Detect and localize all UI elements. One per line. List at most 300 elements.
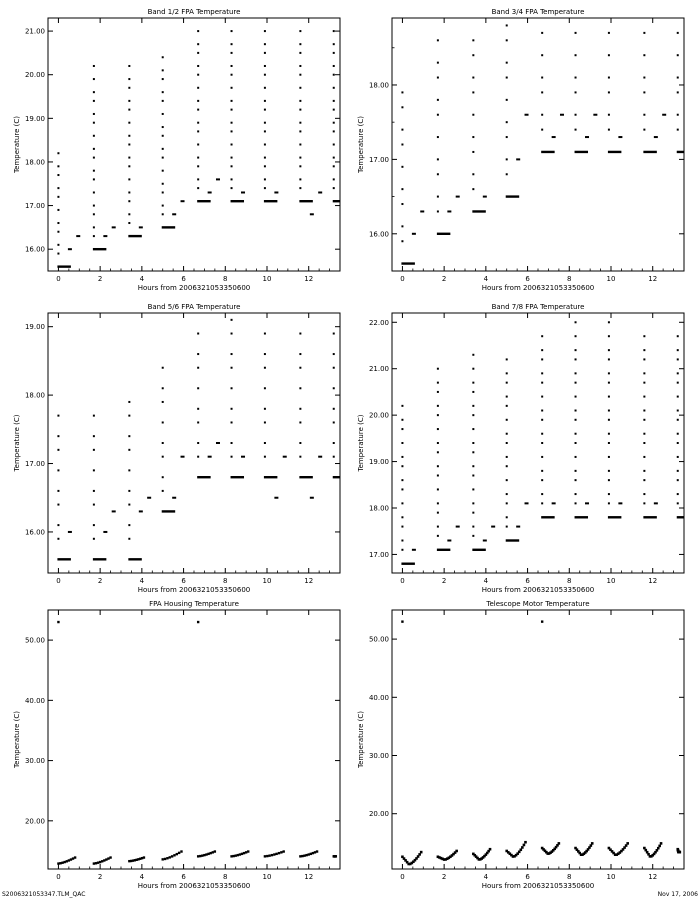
data-point [524,841,527,844]
data-point [231,122,233,124]
x-axis-label: Hours from 2006321053350600 [481,586,595,594]
level-segment [181,456,185,458]
dwell-segment [162,510,175,512]
data-point [162,135,164,137]
dwell-segment [162,226,175,228]
data-point [333,367,335,369]
data-point [401,442,403,444]
x-tick-label: 4 [483,577,489,585]
dwell-segment [264,476,277,478]
data-point [212,851,214,853]
dwell-segment [643,151,656,153]
y-tick-label: 18.00 [24,158,45,167]
dwell-segment [128,558,141,560]
data-point [541,114,543,116]
data-point [166,857,168,859]
data-point [264,100,266,102]
data-point [264,353,266,355]
data-point [335,855,337,857]
y-tick-label: 19.00 [368,458,389,467]
data-point [162,126,164,128]
dwell-segment [541,516,554,518]
x-tick-label: 10 [606,873,616,881]
data-point [401,465,403,467]
data-point [333,178,335,180]
dwell-segment [677,151,684,153]
data-point [472,39,474,41]
data-point [401,225,403,227]
data-point [57,152,59,154]
data-point [437,368,439,370]
data-point [264,178,266,180]
data-point [541,470,543,472]
x-tick-label: 0 [56,873,61,881]
data-point [57,504,59,506]
data-point [197,353,199,355]
data-point [608,321,610,323]
x-tick-label: 2 [97,275,103,283]
level-segment [208,456,212,458]
dwell-segment [506,539,519,541]
data-point [472,136,474,138]
level-segment [447,210,451,212]
data-point [437,173,439,175]
y-tick-label: 21.00 [368,365,389,374]
level-segment [274,497,278,499]
data-point [677,349,679,351]
data-point [101,860,103,862]
data-point [523,844,526,847]
data-point [608,502,610,504]
data-point [105,858,107,860]
level-segment [618,502,622,504]
data-point [128,200,130,202]
data-point [232,855,234,857]
data-point [437,136,439,138]
data-point [93,178,95,180]
x-tick-label: 10 [262,275,272,283]
data-point [103,859,105,861]
dwell-segment [643,516,656,518]
data-point [162,401,164,403]
data-point [63,861,65,863]
data-point [197,144,199,146]
data-point [264,187,266,189]
outlier-point [401,620,403,622]
data-points [57,319,340,561]
y-tick-label: 16.00 [368,230,389,239]
data-point [235,854,237,856]
data-point [169,856,171,858]
data-point [299,408,301,410]
y-tick-label: 17.00 [368,155,389,164]
level-segment [420,210,424,212]
chart-panel-5 [13,600,340,890]
data-point [541,456,543,458]
data-point [128,144,130,146]
data-point [677,442,679,444]
data-point [437,428,439,430]
y-axis-label: Temperature (C) [13,711,21,768]
data-point [301,855,303,857]
data-point [266,855,268,857]
data-point [401,144,403,146]
data-point [164,858,166,860]
level-segment [172,213,176,215]
data-point [506,442,508,444]
data-point [299,130,301,132]
data-point [199,855,201,857]
data-point [591,842,594,845]
data-point [128,87,130,89]
data-point [128,122,130,124]
data-point [197,333,199,335]
data-point [264,74,266,76]
data-point [643,470,645,472]
data-point [128,415,130,417]
footer-date: Nov 17, 2006 [657,891,698,898]
data-point [74,856,76,858]
data-point [472,54,474,56]
data-point [677,456,679,458]
data-point [608,77,610,79]
x-tick-label: 6 [525,577,530,585]
level-segment [552,136,556,138]
dwell-segment [93,248,106,250]
x-tick-label: 8 [567,275,572,283]
dwell-segment [197,476,210,478]
y-axis-label: Temperature (C) [13,414,21,472]
data-point [231,387,233,389]
data-point [128,538,130,540]
data-point [333,65,335,67]
data-point [677,396,679,398]
data-point [519,848,522,851]
data-point [109,856,111,858]
data-point [401,488,403,490]
data-point [506,372,508,374]
data-point [401,456,403,458]
data-point [231,157,233,159]
data-point [264,87,266,89]
level-segment [68,248,72,250]
footer-filename: S2006321053347.TLM_QAC [2,891,86,898]
data-point [93,65,95,67]
data-point [472,391,474,393]
y-tick-label: 16.00 [24,528,45,537]
data-point [201,854,203,856]
data-point [608,335,610,337]
data-point [506,456,508,458]
data-point [314,851,316,853]
data-point [575,456,577,458]
data-point [128,157,130,159]
data-point [57,187,59,189]
data-point [643,433,645,435]
data-point [643,77,645,79]
data-point [472,512,474,514]
data-point [575,32,577,34]
data-point [472,354,474,356]
level-segment [310,213,314,215]
outlier-point [57,621,59,623]
data-point [237,854,239,856]
data-point [333,52,335,54]
data-point [93,135,95,137]
x-tick-label: 4 [139,275,145,283]
dwell-segment [264,200,277,202]
data-point [472,382,474,384]
data-point [93,170,95,172]
data-point [437,210,439,212]
data-point [264,367,266,369]
data-point [333,157,335,159]
y-tick-label: 19.00 [24,114,45,123]
data-point [506,516,508,518]
data-point [608,372,610,374]
data-point [128,222,130,224]
data-point [677,433,679,435]
x-tick-label: 8 [223,577,228,585]
level-segment [412,233,416,235]
data-point [197,157,199,159]
data-point [299,187,301,189]
data-point [93,490,95,492]
data-point [162,113,164,115]
data-point [316,850,318,852]
data-point [239,853,241,855]
data-point [541,396,543,398]
dwell-segment [231,200,244,202]
data-point [333,122,335,124]
data-point [472,465,474,467]
data-point [677,419,679,421]
x-tick-label: 0 [400,577,405,585]
data-point [214,850,216,852]
data-point [472,173,474,175]
data-point [231,353,233,355]
level-segment [318,191,322,193]
data-point [608,114,610,116]
data-point [333,74,335,76]
data-point [264,442,266,444]
data-point [162,191,164,193]
data-point [455,850,458,853]
level-segment [412,549,416,551]
data-point [271,854,273,856]
data-point [506,136,508,138]
data-point [299,52,301,54]
dwell-segment [608,151,621,153]
data-point [207,853,209,855]
dwell-segment [333,476,340,478]
x-tick-label: 2 [97,577,103,585]
x-tick-label: 2 [97,873,103,881]
data-point [472,414,474,416]
y-tick-label: 20.00 [24,71,45,80]
data-point [197,387,199,389]
data-point [575,396,577,398]
dwell-segment [57,558,70,560]
x-tick-label: 12 [304,873,314,881]
data-point [162,69,164,71]
data-point [472,442,474,444]
data-point [541,129,543,131]
chart-title: Band 3/4 FPA Temperature [491,8,585,16]
data-point [275,853,277,855]
data-point [643,129,645,131]
data-points [57,621,337,865]
outlier-point [541,620,543,622]
data-point [401,405,403,407]
x-tick-label: 6 [525,275,530,283]
data-point [558,842,561,845]
data-point [231,165,233,167]
data-point [128,100,130,102]
level-segment [318,456,322,458]
data-point [506,493,508,495]
data-point [107,857,109,859]
data-point [472,451,474,453]
data-point [608,479,610,481]
data-point [608,493,610,495]
data-point [677,91,679,93]
data-point [299,442,301,444]
data-point [643,335,645,337]
data-point [677,479,679,481]
data-point [197,187,199,189]
data-point [197,367,199,369]
level-segment [483,540,487,542]
data-point [437,475,439,477]
data-point [57,196,59,198]
data-point [299,122,301,124]
data-point [472,502,474,504]
y-tick-label: 20.00 [368,411,389,420]
data-point [489,848,492,851]
data-point [197,165,199,167]
x-tick-label: 6 [181,275,186,283]
data-point [162,183,164,185]
data-point [93,538,95,540]
y-tick-label: 17.00 [368,550,389,559]
data-point [93,862,95,864]
data-point [506,99,508,101]
dwell-segment [299,200,312,202]
x-tick-label: 6 [181,873,186,881]
level-segment [516,526,520,528]
dwell-segment [437,233,450,235]
plot-frame [392,313,684,573]
data-point [162,148,164,150]
data-point [197,421,199,423]
data-point [303,854,305,856]
data-point [575,129,577,131]
x-tick-label: 2 [441,577,447,585]
data-point [162,170,164,172]
data-point [268,854,270,856]
data-point [197,87,199,89]
data-point [677,358,679,360]
data-point [231,442,233,444]
x-tick-label: 4 [139,873,145,881]
data-point [231,333,233,335]
level-segment [216,178,220,180]
x-tick-label: 12 [648,577,658,585]
data-point [264,65,266,67]
data-point [401,188,403,190]
data-point [333,408,335,410]
data-point [677,54,679,56]
dwell-segment [575,151,588,153]
data-point [541,349,543,351]
data-point [97,862,99,864]
data-point [299,43,301,45]
data-point [197,408,199,410]
chart-panel-1 [13,8,340,292]
data-point [93,213,95,215]
data-point [128,135,130,137]
y-tick-label: 19.00 [24,323,45,332]
data-point [575,410,577,412]
data-point [437,405,439,407]
data-point [401,479,403,481]
dwell-segment [608,516,621,518]
data-point [231,87,233,89]
level-segment [618,136,622,138]
data-point [245,851,247,853]
data-point [205,853,207,855]
data-point [70,858,72,860]
x-tick-label: 12 [304,577,314,585]
data-point [643,54,645,56]
data-point [264,122,266,124]
data-point [643,442,645,444]
data-point [437,196,439,198]
data-point [608,349,610,351]
data-point [506,158,508,160]
data-point [437,391,439,393]
x-tick-label: 6 [181,577,186,585]
data-point [128,165,130,167]
data-point [472,188,474,190]
data-point [299,74,301,76]
data-point [197,855,199,857]
data-point [264,421,266,423]
dwell-segment [57,265,70,267]
x-tick-label: 6 [525,873,530,881]
data-point [243,852,245,854]
data-point [57,538,59,540]
data-point [333,87,335,89]
data-point [93,122,95,124]
data-point [231,100,233,102]
data-point [333,100,335,102]
data-point [299,855,301,857]
level-segment [112,510,116,512]
x-axis-label: Hours from 2006321053350600 [481,882,595,890]
data-point [264,855,266,857]
data-point [643,382,645,384]
level-segment [274,191,278,193]
data-point [608,442,610,444]
data-point [541,493,543,495]
data-point [197,74,199,76]
data-point [299,109,301,111]
data-point [575,91,577,93]
data-point [209,852,211,854]
data-point [437,535,439,537]
